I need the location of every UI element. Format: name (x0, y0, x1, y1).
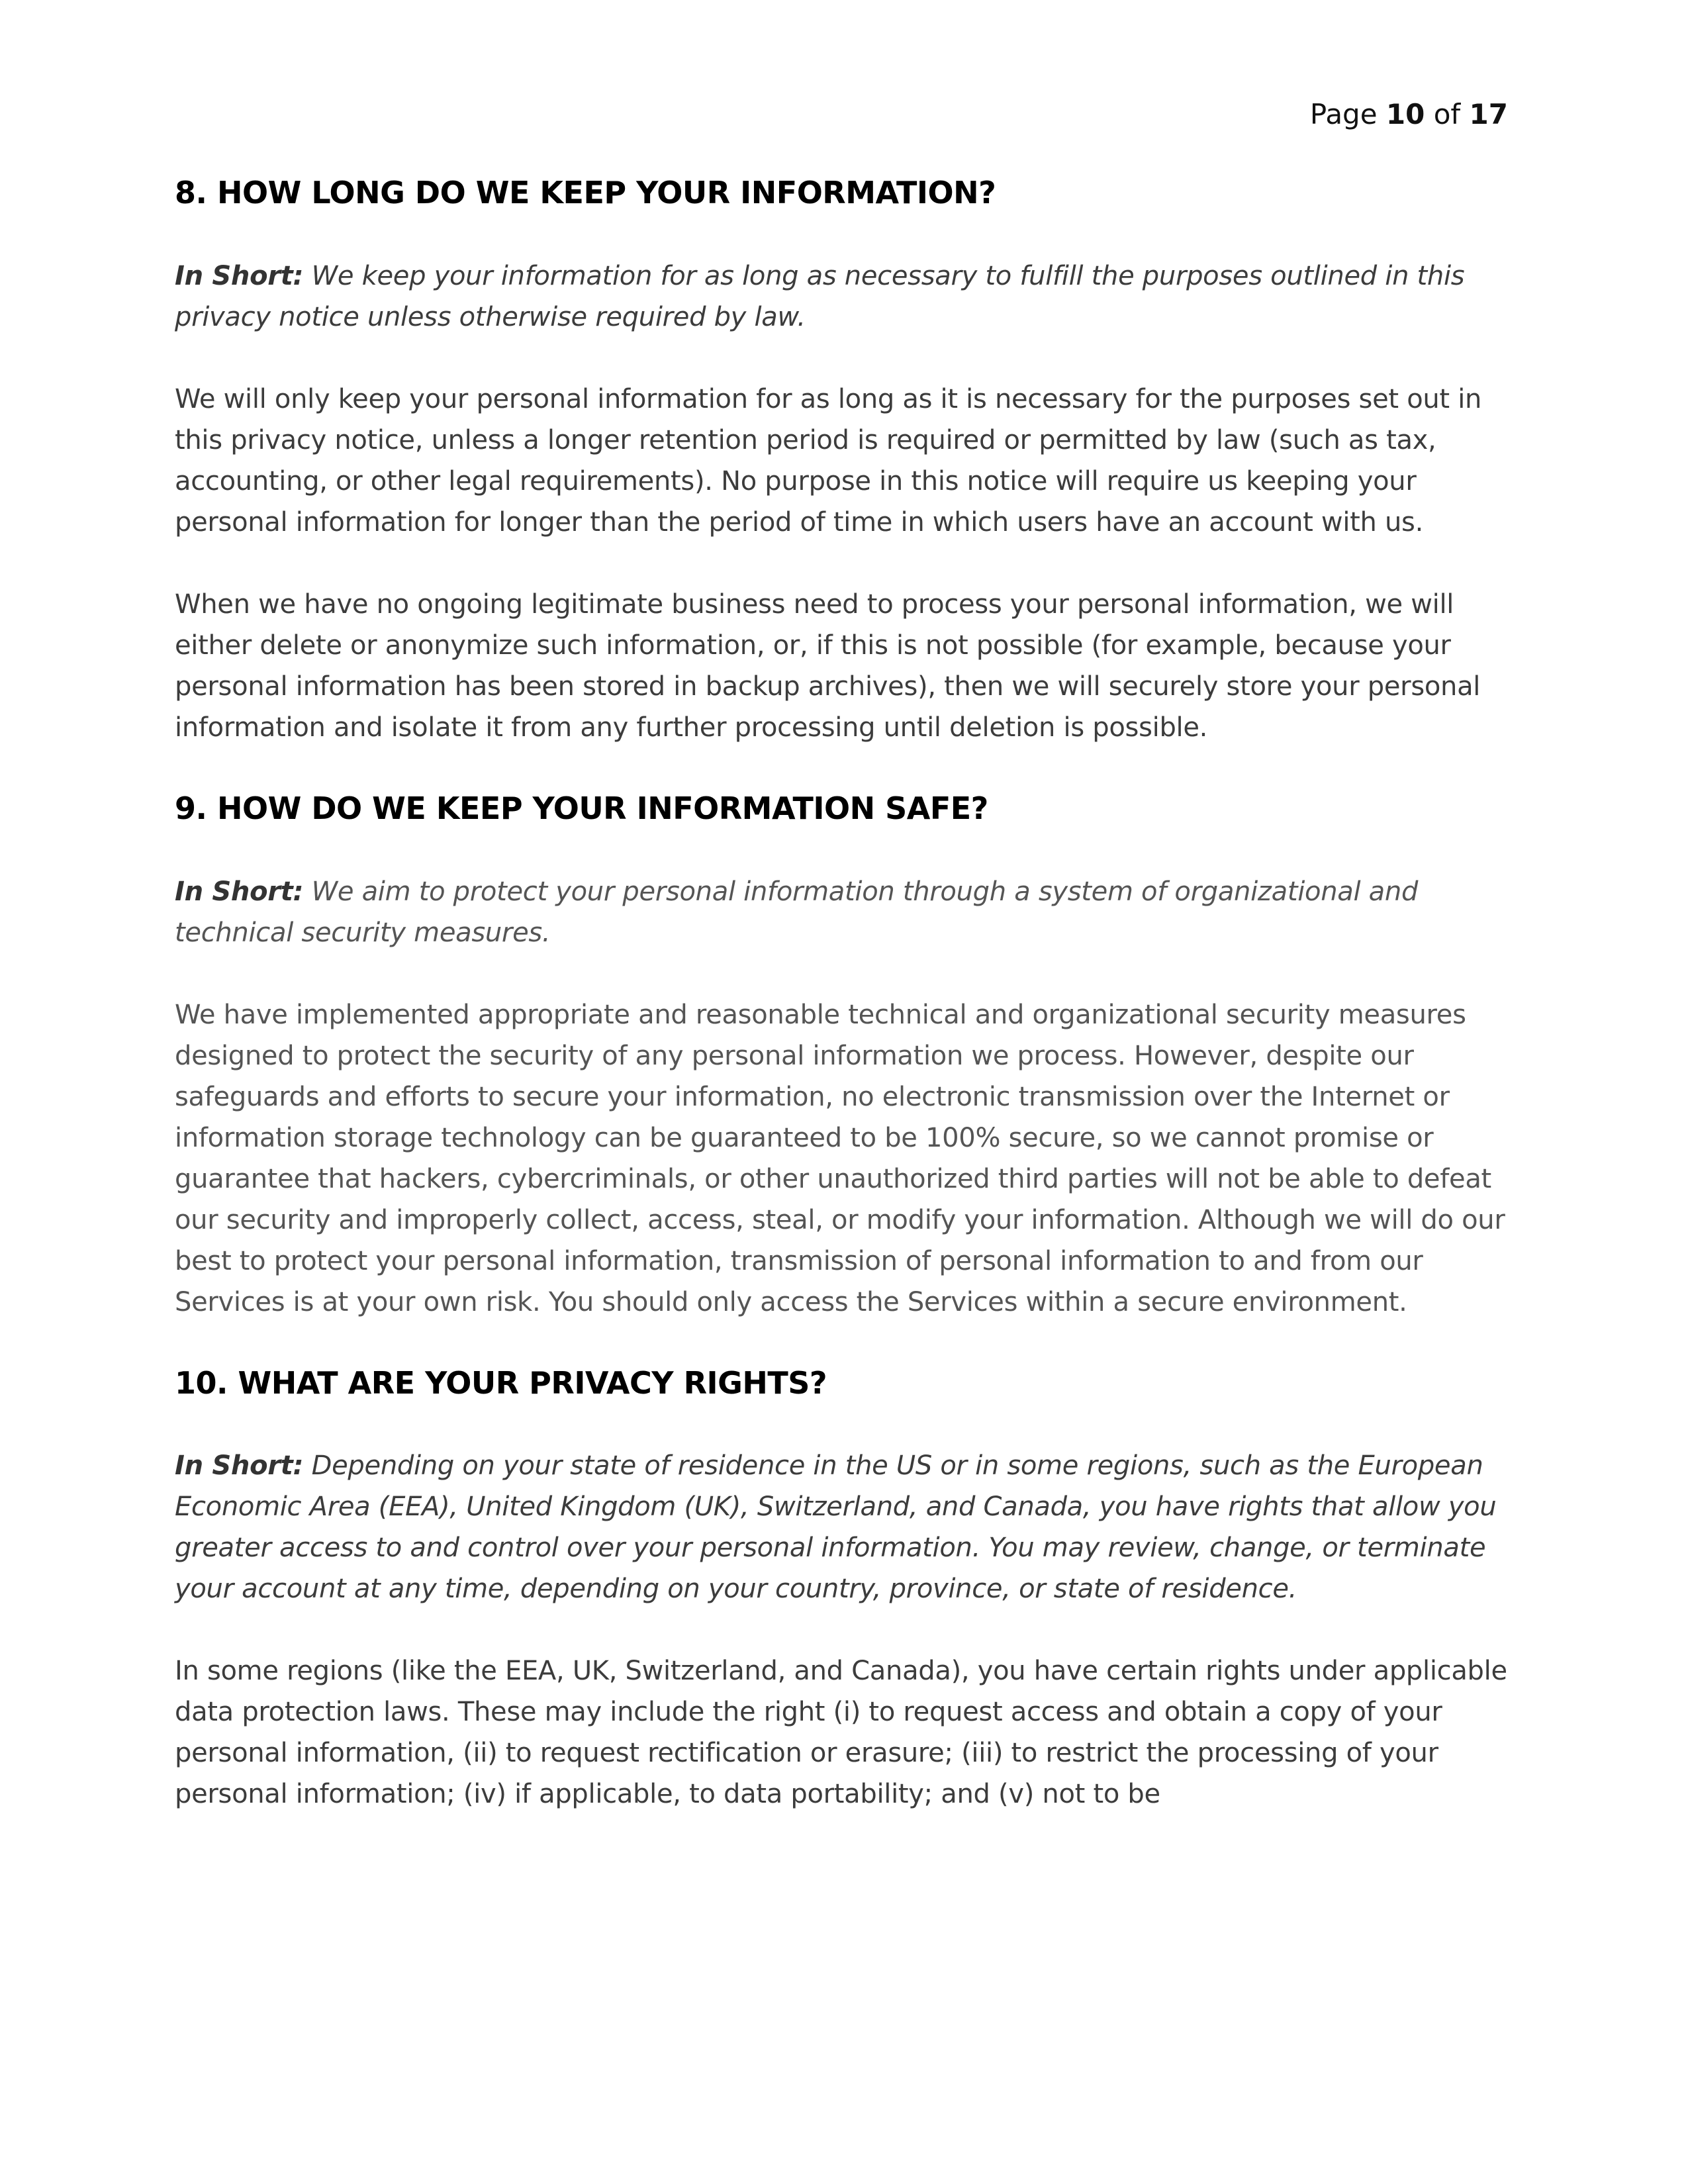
document-body (175, 173, 1513, 1856)
in-short-text: We aim to protect your personal information through a system of organizational and technical security measures. (175, 876, 1419, 948)
body-paragraph: When we have no ongoing legitimate business need to process your personal information, we will either delete or anonymize such information, or, if this is not possible (for example, because your personal information has been stored in backup archives), then we will securely store your personal information and isolate it from any further processing until deletion is possible. (175, 589, 1481, 743)
body-paragraph: We have implemented appropriate and reasonable technical and organizational security measures designed to protect the security of any personal information we process. However, despite our safeguards and efforts to secure your information, no electronic transmission over the Internet or information storage technology can be guaranteed to be 100% secure, so we cannot promise or guarantee that hackers, cybercriminals, or other unauthorized third parties will not be able to defeat our security and improperly collect, access, steal, or modify your information. Although we will do our best to protect your personal information, transmission of personal information to and from our Services is at your own risk. You should only access the Services within a secure environment. (175, 999, 1505, 1317)
in-short-summary (175, 1445, 1513, 1609)
section-heading: 10. WHAT ARE YOUR PRIVACY RIGHTS? (175, 1364, 827, 1401)
in-short-text: Depending on your state of residence in the US or in some regions, such as the European Economic Area (EEA), United Kingdom (UK), Switzerland, and Canada, you have rights that allow you greater access to and control over your personal information. You may review, change, or terminate your account at any time, depending on your country, province, or state of residence. (175, 1450, 1497, 1605)
page-number-current: 10 (1385, 98, 1425, 130)
section-heading: 9. HOW DO WE KEEP YOUR INFORMATION SAFE? (175, 790, 988, 826)
in-short-label: In Short: (175, 876, 304, 907)
section-retention (175, 173, 1513, 748)
page-number-total: 17 (1469, 98, 1508, 130)
in-short-summary (175, 256, 1513, 338)
section-safety (175, 789, 1513, 1323)
section-privacy-rights (175, 1364, 1513, 1815)
section-heading: 8. HOW LONG DO WE KEEP YOUR INFORMATION? (175, 175, 996, 211)
page-number (1310, 98, 1508, 131)
page-number-prefix: Page (1309, 98, 1386, 130)
in-short-summary (175, 871, 1513, 953)
body-paragraph: We will only keep your personal information for as long as it is necessary for the purposes set out in this privacy notice, unless a longer retention period is required or permitted by law (such as tax, accounting, or other legal requirements). No purpose in this notice will require us keeping your personal information for longer than the period of time in which users have an account with us. (175, 383, 1482, 538)
in-short-label: In Short: (175, 260, 304, 291)
in-short-label: In Short: (175, 1450, 304, 1482)
in-short-text: We keep your information for as long as necessary to fulfill the purposes outlined in this privacy notice unless otherwise required by law. (175, 260, 1465, 332)
body-paragraph: In some regions (like the EEA, UK, Switzerland, and Canada), you have certain rights under applicable data protection laws. These may include the right (i) to request access and obtain a copy of your personal information, (ii) to request rectification or erasure; (iii) to restrict the processing of your personal information; (iv) if applicable, to data portability; and (v) not to be (175, 1656, 1507, 1810)
page-number-middle: of (1425, 98, 1470, 130)
